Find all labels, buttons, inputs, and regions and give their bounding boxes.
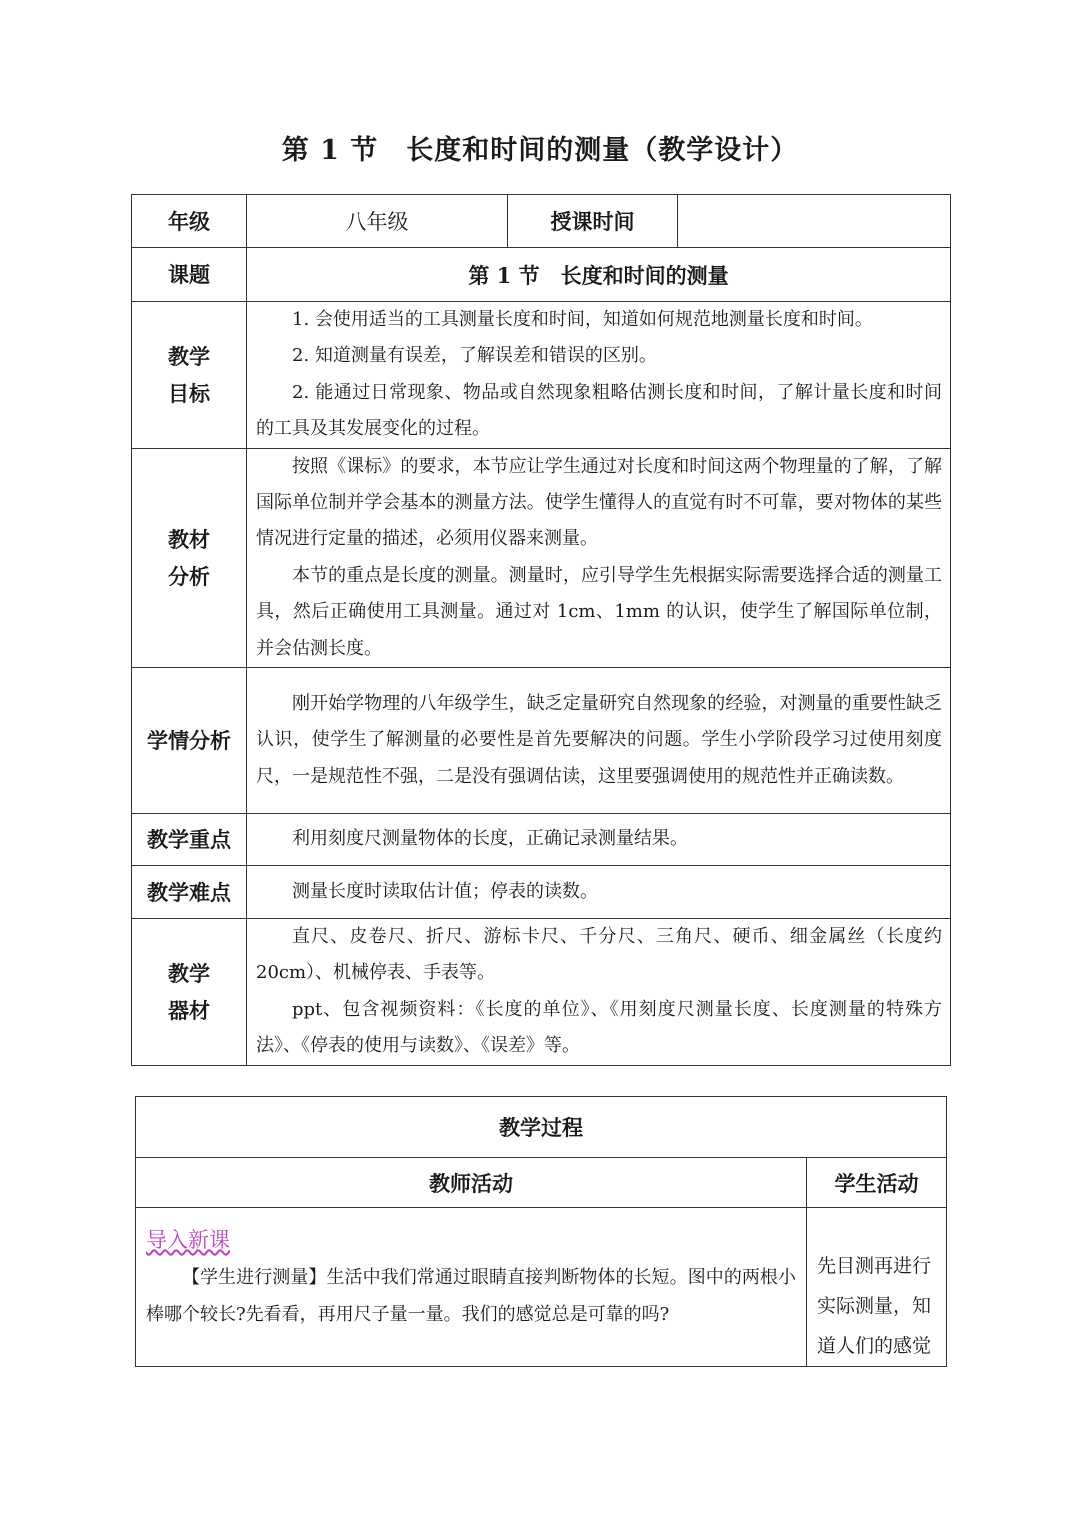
key-point-label: 教学重点 [132, 814, 247, 866]
grade-value: 八年级 [247, 195, 508, 248]
student-analysis-text: 刚开始学物理的八年级学生，缺乏定量研究自然现象的经验，对测量的重要性缺乏认识，使学生了解测量的必要性是首先要解决的问题。学生小学阶段学习过使用刻度尺，一是规范性不强，二是没有强调估读，这里要强调使用的规范性并正确读数。 [256, 692, 942, 787]
key-point-text: 利用刻度尺测量物体的长度，正确记录测量结果。 [292, 828, 688, 850]
goals-label-line-1: 教学 [168, 343, 210, 369]
teacher-activity-cell [136, 1208, 807, 1367]
grade-label: 年级 [132, 195, 247, 248]
process-title: 教学过程 [136, 1097, 947, 1158]
goals-content [247, 302, 951, 449]
student-analysis-content [247, 668, 951, 814]
material-label [132, 448, 247, 667]
material-paragraph: 本节的重点是长度的测量。测量时，应引导学生先根据实际需要选择合适的测量工具，然后正确使用工具测量。通过对 1cm、1mm 的认识，使学生了解国际单位制，并会估测长度。 [256, 564, 942, 659]
difficulty-content [247, 866, 951, 919]
time-value [678, 195, 951, 248]
equipment-label-line-1: 教学 [168, 960, 210, 986]
topic-value: 第 1 节 长度和时间的测量 [247, 248, 951, 302]
page-title: 第 1 节 长度和时间的测量（教学设计） [281, 135, 799, 166]
intro-text: 【学生进行测量】生活中我们常通过眼睛直接判断物体的长短。图中的两根小棒哪个较长?先看看，再用尺子量一量。我们的感觉总是可靠的吗? [146, 1267, 796, 1325]
difficulty-label: 教学难点 [132, 866, 247, 919]
student-activity-header: 学生活动 [807, 1158, 947, 1208]
goal-item: 1. 会使用适当的工具测量长度和时间，知道如何规范地测量长度和时间。 [292, 309, 873, 330]
goals-label [132, 302, 247, 449]
equipment-paragraph: 直尺、皮卷尺、折尺、游标卡尺、千分尺、三角尺、硬币、细金属丝（长度约 20cm）、机械停表、手表等。 [256, 926, 942, 984]
time-label: 授课时间 [508, 195, 678, 248]
difficulty-text: 测量长度时读取估计值；停表的读数。 [292, 880, 598, 902]
equipment-label [132, 919, 247, 1066]
lesson-info-table [131, 194, 951, 1066]
goal-item: 2. 能通过日常现象、物品或自然现象粗略估测长度和时间，了解计量长度和时间的工具及其发展变化的过程。 [256, 381, 942, 440]
material-label-line-2: 分析 [168, 563, 210, 589]
student-analysis-label: 学情分析 [132, 668, 247, 814]
equipment-label-line-2: 器材 [168, 997, 210, 1023]
equipment-paragraph: ppt、包含视频资料：《长度的单位》、《用刻度尺测量长度、长度测量的特殊方法》、《停表的使用与读数》、《误差》等。 [256, 998, 942, 1057]
intro-heading: 导入新课 [146, 1228, 230, 1252]
equipment-content [247, 919, 951, 1066]
goal-item: 2. 知道测量有误差，了解误差和错误的区别。 [292, 345, 657, 367]
teaching-process-table [135, 1096, 947, 1367]
goals-label-line-2: 目标 [168, 380, 210, 406]
student-activity-cell: 先目测再进行实际测量，知道人们的感觉 [807, 1208, 947, 1367]
teacher-activity-header: 教师活动 [136, 1158, 807, 1208]
material-label-line-1: 教材 [168, 526, 210, 552]
topic-label: 课题 [132, 248, 247, 302]
material-analysis-content [247, 448, 951, 667]
material-paragraph: 按照《课标》的要求，本节应让学生通过对长度和时间这两个物理量的了解，了解国际单位制并学会基本的测量方法。使学生懂得人的直觉有时不可靠，要对物体的某些情况进行定量的描述，必须用仪器来测量。 [256, 455, 942, 550]
key-point-content [247, 814, 951, 866]
